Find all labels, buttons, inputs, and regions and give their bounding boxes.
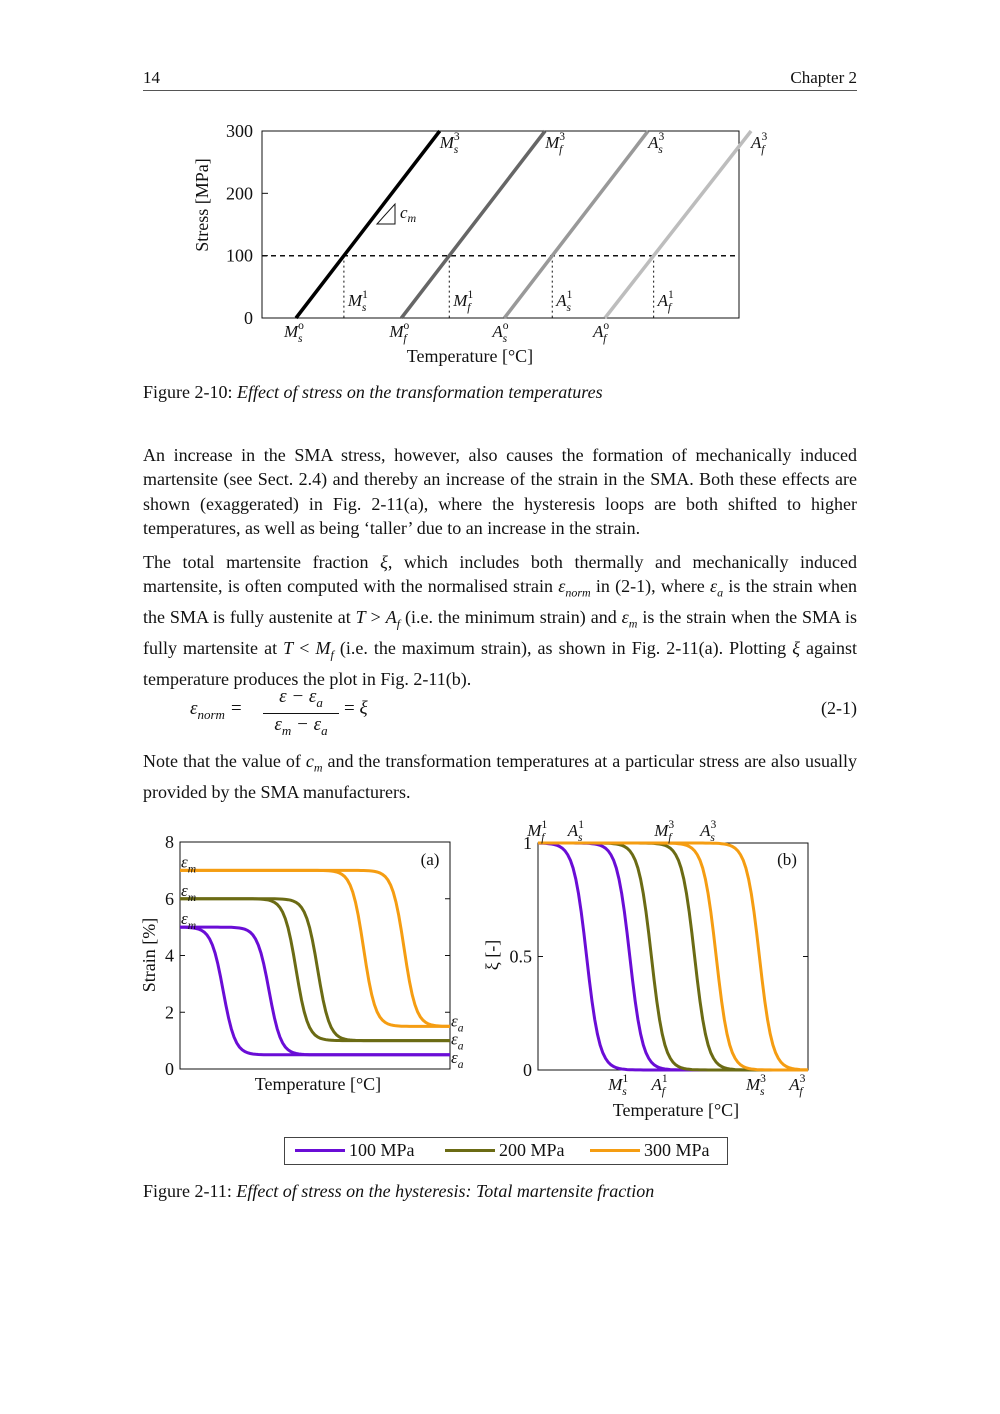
page-header bbox=[143, 66, 857, 91]
label-100-stress: $A^1$ s bbox=[556, 288, 573, 314]
page-number: 14 bbox=[143, 68, 160, 87]
epsilon-a-label: $\varepsilon_a$ bbox=[451, 1011, 464, 1035]
label-zero-stress: $A^o$ f bbox=[592, 319, 610, 345]
fraction-curve-200mpa bbox=[538, 843, 808, 1070]
y-tick-label: 2 bbox=[165, 1002, 174, 1023]
x-axis-label: Temperature [°C] bbox=[406, 346, 534, 366]
y-axis-label: Stress [MPa] bbox=[192, 158, 212, 252]
y-tick-label: 300 bbox=[226, 121, 253, 141]
y-tick-label: 0.5 bbox=[509, 946, 532, 967]
y-tick-label: 6 bbox=[165, 888, 174, 909]
y-tick-label: 100 bbox=[226, 245, 253, 266]
y-tick-label: 8 bbox=[165, 832, 174, 852]
top-temperature-label: $M^1$ f bbox=[527, 818, 548, 844]
panel-b-y-axis-label: ξ [-] bbox=[482, 939, 502, 971]
top-temperature-label: $M^3$ f bbox=[654, 818, 675, 844]
panel-a-x-axis-label: Temperature [°C] bbox=[254, 1074, 382, 1094]
epsilon-a-label: $\varepsilon_a$ bbox=[451, 1047, 464, 1071]
figure-2-10-caption: Figure 2-10: Effect of stress on the transformation temperatures bbox=[143, 382, 603, 402]
legend-swatch bbox=[590, 1149, 640, 1152]
fraction-curve-100mpa bbox=[538, 843, 808, 1070]
top-temperature-label: $A^1$ s bbox=[567, 818, 584, 844]
legend-swatch bbox=[295, 1149, 345, 1152]
panel-b-x-axis-label: Temperature [°C] bbox=[612, 1100, 740, 1120]
label-zero-stress: $A^o$ s bbox=[492, 319, 509, 345]
figure-2-11-caption: Figure 2-11: Effect of stress on the hysteresis: Total martensite fraction bbox=[143, 1181, 655, 1201]
label-zero-stress: $M^o$ f bbox=[389, 319, 410, 345]
panel-b-label: (b) bbox=[777, 850, 797, 869]
panel-a-y-axis-label: Strain [%] bbox=[139, 917, 159, 993]
running-chapter-title: Chapter 2 bbox=[790, 68, 857, 87]
legend-entry-300: 300 MPa bbox=[590, 1140, 710, 1161]
y-tick-label: 200 bbox=[226, 183, 253, 204]
legend-swatch bbox=[445, 1149, 495, 1152]
paragraph-1: An increase in the SMA stress, however, also causes the formation of mechanically induced martensite (see Sect. 2.4) and thereby an increase of the strain in the SMA. Both these effects are shown (exaggerated) in Fig. 2-11(a), where the hysteresis loops are both shifted to higher temperatures, as well as being ‘taller’ due to an increase in the strain. bbox=[143, 445, 857, 539]
fraction-curve-300mpa bbox=[538, 843, 808, 1070]
legend-entry-200: 200 MPa bbox=[445, 1140, 565, 1161]
top-temperature-label: $A^3$ s bbox=[700, 818, 717, 844]
y-tick-label: 4 bbox=[165, 945, 174, 966]
epsilon-a-label: $\varepsilon_a$ bbox=[451, 1029, 464, 1053]
figure-2-11-legend bbox=[284, 1137, 728, 1165]
panel-b-frame bbox=[538, 843, 808, 1070]
label-300-stress: $A^3$ f bbox=[751, 130, 768, 156]
figure-2-11-chart bbox=[0, 815, 1000, 1130]
label-100-stress: $M^1$ s bbox=[347, 288, 368, 314]
paragraph-3: Note that the value of $c_m$ and the transformation temperatures at a particular stress are also usually provided by the SMA manufacturers. bbox=[143, 751, 857, 802]
label-300-stress: $A^3$ s bbox=[648, 130, 665, 156]
label-zero-stress: $M^o$ s bbox=[284, 319, 304, 345]
label-300-stress: $M^3$ f bbox=[545, 130, 566, 156]
slope-label: $c_m$ bbox=[400, 203, 417, 225]
fraction-curve-100mpa bbox=[538, 843, 808, 1070]
label-100-stress: $A^1$ f bbox=[657, 288, 674, 314]
fraction-curve-200mpa bbox=[538, 843, 808, 1070]
legend-entry-100: 100 MPa bbox=[295, 1140, 415, 1161]
epsilon-m-label: $\varepsilon_m$ bbox=[181, 909, 197, 933]
equation-number: (2-1) bbox=[821, 698, 857, 718]
equation-2-1: $\varepsilon_{norm}$ = $\frac{\varepsilon - \varepsilon_a}{\varepsilon_m - \varepsilon_a}$ = ξ (2-1) bbox=[190, 686, 857, 738]
bottom-temperature-label: $M^3$ s bbox=[746, 1072, 766, 1098]
panel-a-label: (a) bbox=[420, 850, 440, 869]
label-300-stress: $M^3$ s bbox=[439, 130, 460, 156]
figure-2-10-chart bbox=[0, 110, 1000, 370]
bottom-temperature-label: $A^3$ f bbox=[789, 1072, 806, 1098]
fraction-curve-300mpa bbox=[538, 843, 808, 1070]
y-tick-label: 1 bbox=[523, 833, 532, 853]
paragraph-2: The total martensite fraction ξ, which includes both thermally and mechanically induced martensite, is often computed with the normalised strain $\varepsilon_{norm}$ in (2-1), where $\varepsilon_a$ is the strain when the SMA is fully austenite at $T > A_f$ (i.e. the minimum strain) and $\varepsilon_m$ is the strain when the SMA is fully martensite at $T < M_f$ (i.e. the maximum strain), as shown in Fig. 2-11(a). Plotting ξ against temperature produces the plot in Fig. 2-11(b). bbox=[143, 552, 858, 690]
bottom-temperature-label: $A^1$ f bbox=[651, 1072, 668, 1098]
epsilon-m-label: $\varepsilon_m$ bbox=[181, 880, 197, 904]
y-tick-label: 0 bbox=[165, 1059, 174, 1079]
y-tick-label: 0 bbox=[523, 1060, 532, 1080]
label-100-stress: $M^1$ f bbox=[453, 288, 474, 314]
bottom-temperature-label: $M^1$ s bbox=[608, 1072, 629, 1098]
y-tick-label: 0 bbox=[244, 308, 253, 328]
epsilon-m-label: $\varepsilon_m$ bbox=[181, 852, 197, 876]
